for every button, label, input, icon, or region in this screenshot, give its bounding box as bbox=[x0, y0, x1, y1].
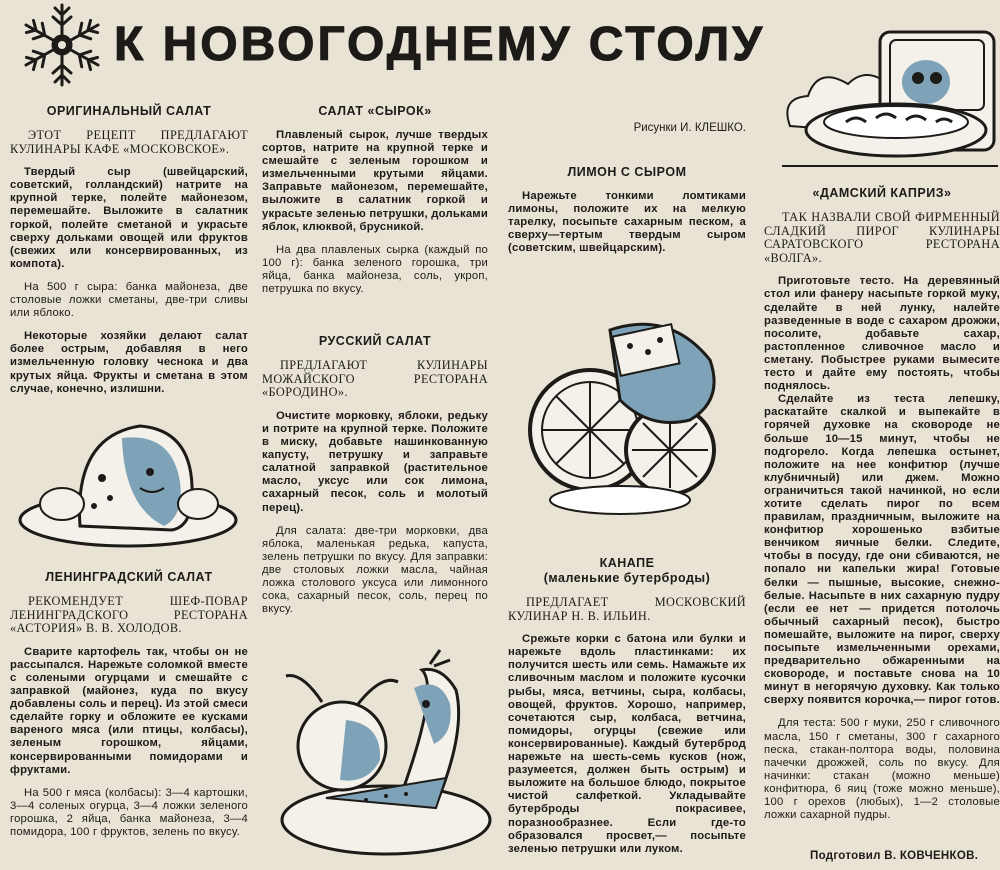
heading-canape: КАНАПЕ bbox=[599, 556, 655, 570]
text-leningrad-salad-2: На 500 г мяса (колбасы): 3—4 картошки, 3—4 соленых огурца, 3—4 ложки зеленого горошка, 2 яйца, банка майонеза, 3—4 помидора, 100 г фруктов, зелень по вкусу. bbox=[10, 786, 248, 838]
intro-damsky-kapriz: ТАК НАЗВАЛИ СВОЙ ФИРМЕННЫЙ СЛАДКИЙ ПИРОГ КУЛИНАРЫ САРАТОВСКОГО РЕСТОРАНА «ВОЛГА». bbox=[764, 210, 1000, 265]
column-3-bottom bbox=[508, 556, 746, 856]
text-damsky-kapriz-3: Для теста: 500 г муки, 250 г сливочного масла, 150 г сметаны, 300 г сахарного песка, стакан-полтора воды, половина пачечки дрожжей, соль по вкусу. Для начинки: стакан (можно меньше) конфитюра, 6 яиц (тоже можно меньше), 100 г орехов (любых), 1—2 столовые ложки сахарной пудры. bbox=[764, 717, 1000, 822]
pie-illustration bbox=[776, 26, 1000, 170]
intro-russian-salad: ПРЕДЛАГАЮТ КУЛИНАРЫ МОЖАЙСКОГО РЕСТОРАНА «БОРОДИНО». bbox=[262, 358, 488, 400]
vegetable-salad-illustration bbox=[266, 648, 498, 864]
lemon-illustration bbox=[520, 300, 746, 526]
text-syrok-salad-1: Плавленый сырок, лучше твердых сортов, натрите на крупной терке и смешайте с зеленым горошком и измельченными крутыми яйцами. Заправьте майонезом, перемешайте, выложите в салатник горкой и украсьте зеленью петрушки, дольками яблок, клюквой, брусникой. bbox=[262, 129, 488, 233]
intro-canape: ПРЕДЛАГАЕТ МОСКОВСКИЙ КУЛИНАР Н. В. ИЛЬИН. bbox=[508, 595, 746, 623]
page-title: К НОВОГОДНЕМУ СТОЛУ bbox=[114, 18, 766, 71]
text-leningrad-salad-1: Сварите картофель так, чтобы он не рассыпался. Нарежьте соломкой вместе с солеными огурцами и смешайте с заправкой (майонез, куда по вкусу добавлены соль и перец). Из этой смеси сделайте горку и обложите ее кусками вареного мяса (или птицы, колбасы), зеленым горошком, яйцами, консервированными помидорами и фруктами. bbox=[10, 645, 248, 776]
intro-original-salad: ЭТОТ РЕЦЕПТ ПРЕДЛАГАЮТ КУЛИНАРЫ КАФЕ «МОСКОВСКОЕ». bbox=[10, 128, 248, 156]
subheading-canape: (маленькие бутерброды) bbox=[543, 571, 711, 585]
heading-russian-salad: РУССКИЙ САЛАТ bbox=[318, 334, 432, 349]
heading-lemon-with-cheese: ЛИМОН С СЫРОМ bbox=[567, 165, 687, 180]
text-original-salad-2: На 500 г сыра: банка майонеза, две столовые ложки сметаны, две-три сливы или яблоко. bbox=[10, 280, 248, 320]
text-original-salad-1: Твердый сыр (швейцарский, советский, голландский) натрите на крупной терке, полейте майонезом, перемешайте. Выложите в салатник горкой, полейте сметаной и украсьте сверху дольками овощей или фруктов (свежих или консервированных, из компота). bbox=[10, 166, 248, 270]
snowflake-icon bbox=[16, 2, 108, 88]
column-1-bottom bbox=[10, 570, 248, 839]
author-signature: Подготовил В. КОВЧЕНКОВ. bbox=[810, 850, 979, 862]
text-russian-salad-2: Для салата: две-три морковки, два яблока, маленькая редька, капуста, зелень петрушки по вкусу. Для заправки: две столовых ложки масла, чайная ложка столового уксуса или лимонного сока, сахарный песок, соль, перец по вкусу. bbox=[262, 524, 488, 616]
column-3 bbox=[508, 122, 746, 256]
heading-original-salad: ОРИГИНАЛЬНЫЙ САЛАТ bbox=[46, 104, 212, 118]
text-canape: Срежьте корки с батона или булки и нарежьте вдоль пластинками: их получится шесть или семь. Намажьте их сливочным маслом и положите кусочки рыбы, мяса, ветчины, сыра, колбасы, овощей, фруктов. Хорошо, например, сочетаются сыр, колбаса, ветчина, помидоры, огурцы (свежие или консервированные). Каждый бутерброд нарежьте на шесть-семь кусков (нож, разумеется, должен быть острым) и выложите на большое блюдо, покрытое чистой салфеткой. Укладывайте бутерброды покрасивее, поразнообразнее. Если где-то образовался просвет,— посыпьте зеленью петрушки или луком. bbox=[508, 633, 746, 855]
text-damsky-kapriz-2: Сделайте из теста лепешку, раскатайте скалкой и выпекайте в горячей духовке на сковороде не больше 10—15 минут, чтобы не подгорело. Когда лепешка остынет, положите на нее конфитюр (лучше клубничный) или джем. Можно ограничиться такой начинкой, но если хотите сделать пирог по всем правилам, праздничным, выложите на конфитюр хорошенько взбитые венчиком яичные белки. Следите, чтобы в посуду, где они сбиваются, не попало ни капельки жира! Готовые белки — пышные, высокие, снежно-белые. Насыпьте в них сахарную пудру (если ее нет — придется потолочь обычный сахарный песок), быстро помешайте, выложите на пирог, сверху посыпьте измельченными орехами, предварительно обжаренными на сковороде, и поставьте снова на 10 минут в негорячую духовку. Как только сверху появится корочка,— пирог готов. bbox=[764, 393, 1000, 707]
heading-syrok-salad: САЛАТ «СЫРОК» bbox=[318, 104, 432, 118]
heading-leningrad-salad: ЛЕНИНГРАДСКИЙ САЛАТ bbox=[45, 570, 213, 584]
column-1 bbox=[10, 104, 248, 396]
text-russian-salad-1: Очистите морковку, яблоки, редьку и потрите на крупной терке. Положите в миску, добавьте нашинкованную капусту, петрушку и заправьте салатной заправкой (растительное масло, уксус или сок лимона, сахарный песок, соль и молотый перец). bbox=[262, 409, 488, 514]
heading-damsky-kapriz: «ДАМСКИЙ КАПРИЗ» bbox=[812, 186, 952, 200]
column-4 bbox=[764, 186, 1000, 822]
text-original-salad-3: Некоторые хозяйки делают салат более острым, добавляя в него измельченную головку чеснока и два крутых яйца. Фрукты и сметана в этом случае, конечно, излишни. bbox=[10, 330, 248, 395]
text-damsky-kapriz-1: Приготовьте тесто. На деревянный стол или фанеру насыпьте горкой муку, сделайте в ней лунку, налейте разведенные в воде с сахаром дрожжи, посолите, добавьте сахар, растопленное сливочное масло и сметану. Побыстрее руками вымесите тесто и дайте ему постоять, чтобы поднялось. bbox=[764, 275, 1000, 393]
text-lemon-with-cheese: Нарежьте тонкими ломтиками лимоны, положите их на мелкую тарелку, посыпьте сахарным песком, а сверху—тертым твердым сыром (советским, швейцарским). bbox=[508, 190, 746, 255]
masthead bbox=[10, 2, 770, 88]
column-2 bbox=[262, 104, 488, 616]
intro-leningrad-salad: РЕКОМЕНДУЕТ ШЕФ-ПОВАР ЛЕНИНГРАДСКОГО РЕСТОРАНА «АСТОРИЯ» В. В. ХОЛОДОВ. bbox=[10, 594, 248, 636]
text-syrok-salad-2: На два плавленых сырка (каждый по 100 г): банка зеленого горошка, три яйца, банка майонеза, соль, укроп, петрушка по вкусу. bbox=[262, 243, 488, 296]
illustrations-credit: Рисунки И. КЛЕШКО. bbox=[633, 122, 746, 134]
cheese-salad-illustration bbox=[10, 408, 248, 558]
